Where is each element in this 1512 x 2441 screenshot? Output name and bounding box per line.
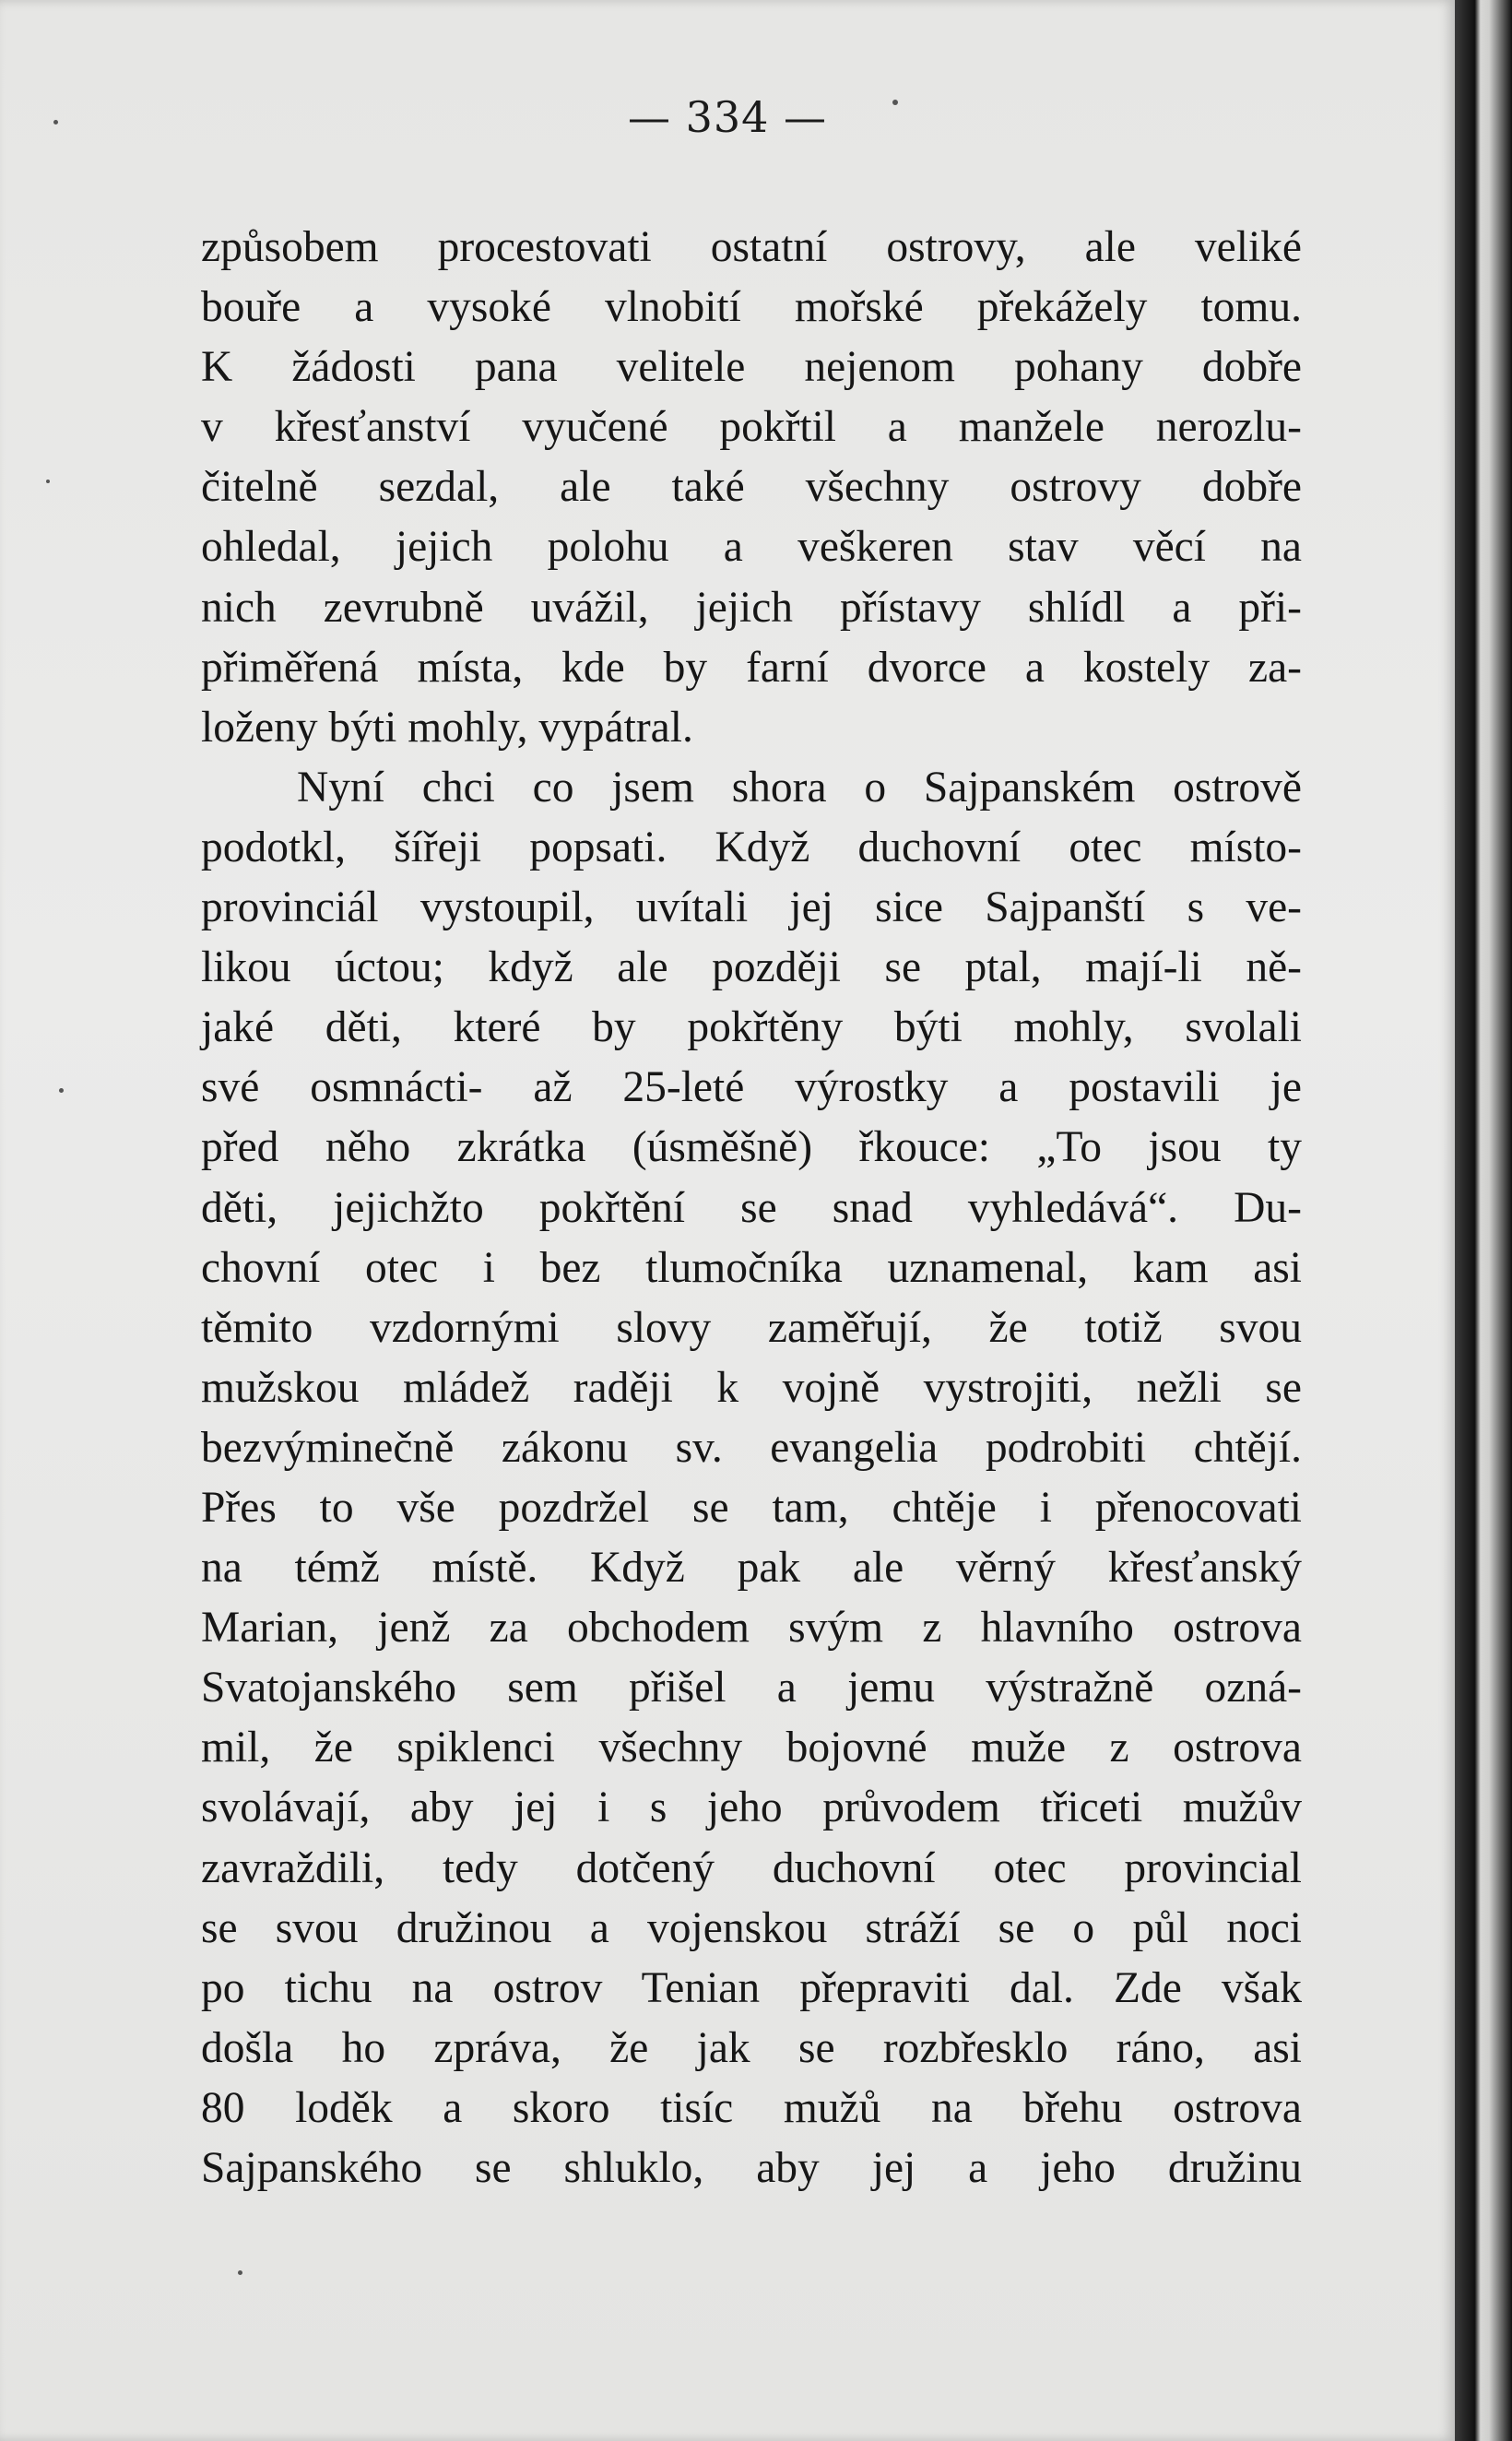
text-line: mil, že spiklenci všechny bojovné muže z ostrova: [201, 1724, 1302, 1772]
paper-speck: [892, 100, 898, 105]
paragraph-start-line: Nyní chci co jsem shora o Sajpanském ostrově: [297, 763, 1302, 812]
text-line: Přes to vše pozdržel se tam, chtěje i přenocovati: [201, 1483, 1302, 1532]
text-line: před něho zkrátka (úsměšně) řkouce: „To jsou ty: [201, 1123, 1302, 1172]
text-line: K žádosti pana velitele nejenom pohany dobře: [201, 343, 1302, 392]
text-line: došla ho zpráva, že jak se rozbřesklo ráno, asi: [201, 2023, 1302, 2072]
text-line: mužskou mládež raději k vojně vystrojiti, nežli se: [201, 1363, 1302, 1412]
text-line: ohledal, jejich polohu a veškeren stav věcí na: [201, 523, 1302, 572]
page-number: — 334 —: [627, 92, 828, 142]
text-line: své osmnácti- až 25-leté výrostky a postavili je: [201, 1063, 1302, 1112]
text-line: chovní otec i bez tlumočníka uznamenal, kam asi: [201, 1243, 1302, 1292]
text-line: 80 loděk a skoro tisíc mužů na břehu ostrova: [201, 2083, 1302, 2132]
paper-speck: [238, 2270, 242, 2275]
text-line: na témž místě. Když pak ale věrný křesťanský: [201, 1544, 1302, 1593]
text-line: podotkl, šířeji popsati. Když duchovní otec místo-: [201, 823, 1302, 871]
adjacent-page-edge: [1455, 0, 1512, 2441]
paper-speck: [59, 1088, 64, 1093]
text-line: Marian, jenž za obchodem svým z hlavního ostrova: [201, 1604, 1302, 1653]
text-line: přiměřená místa, kde by farní dvorce a kostely za-: [201, 643, 1302, 692]
text-line: jaké děti, které by pokřtěny býti mohly, svolali: [201, 1003, 1302, 1052]
text-line: Svatojanského sem přišel a jemu výstražně ozná-: [201, 1664, 1302, 1712]
text-line: děti, jejichžto pokřtění se snad vyhledává“. Du-: [201, 1183, 1302, 1232]
paper-speck: [53, 120, 58, 124]
text-line: těmito vzdornými slovy zaměřují, že totiž svou: [201, 1303, 1302, 1352]
text-line: se svou družinou a vojenskou stráží se o půl noci: [201, 1903, 1302, 1952]
text-line: loženy býti mohly, vypátral.: [201, 703, 693, 752]
text-line: v křesťanství vyučené pokřtil a manžele nerozlu-: [201, 403, 1302, 452]
text-line: likou úctou; když ale později se ptal, mají-li ně-: [201, 943, 1302, 992]
text-line: po tichu na ostrov Tenian přepraviti dal. Zde však: [201, 1963, 1302, 2012]
text-line: zavraždili, tedy dotčený duchovní otec provincial: [201, 1843, 1302, 1892]
text-line: svolávají, aby jej i s jeho průvodem třiceti mužův: [201, 1783, 1302, 1832]
text-line: bezvýminečně zákonu sv. evangelia podrobiti chtějí.: [201, 1423, 1302, 1472]
text-line: způsobem procestovati ostatní ostrovy, ale veliké: [201, 223, 1302, 271]
body-text: [201, 218, 1302, 2198]
paper-speck: [46, 480, 50, 483]
text-line: bouře a vysoké vlnobití mořské překážely tomu.: [201, 283, 1302, 332]
text-line: Sajpanského se shluklo, aby jej a jeho družinu: [201, 2144, 1302, 2192]
text-line: čitelně sezdal, ale také všechny ostrovy dobře: [201, 463, 1302, 512]
text-line: provinciál vystoupil, uvítali jej sice Sajpanští s ve-: [201, 883, 1302, 932]
text-line: nich zevrubně uvážil, jejich přístavy shlídl a při-: [201, 583, 1302, 632]
